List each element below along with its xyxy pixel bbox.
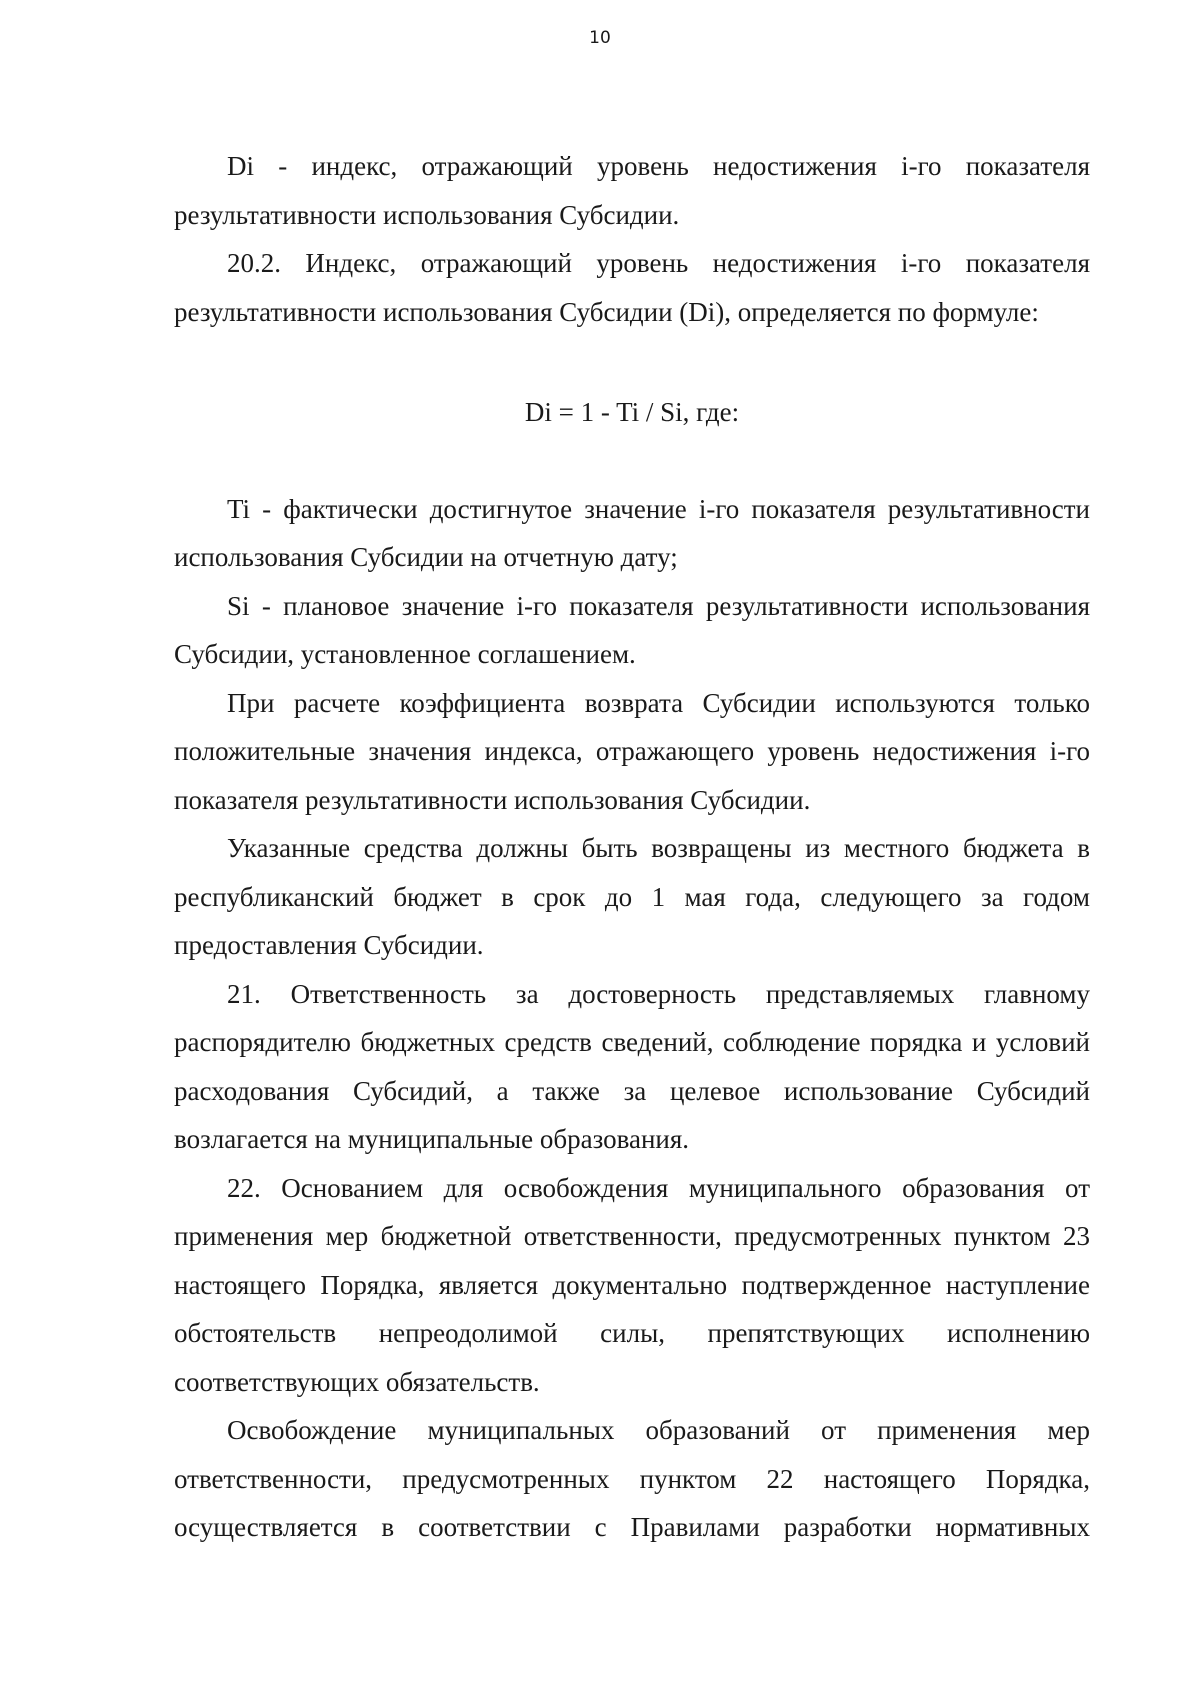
paragraph-exemption: Освобождение муниципальных образований от применения мер ответственности, предусмотренных пунктом 22 настоящего Порядка, осуществляется в соответствии с Правилами разработки нормативных bbox=[174, 1415, 1090, 1542]
paragraph-si-definition: Si - плановое значение i-го показателя результативности использования Субсидии, установленное соглашением. bbox=[174, 590, 1090, 669]
page-number: 10 bbox=[589, 28, 611, 48]
document-body bbox=[174, 142, 1090, 1552]
formula: Di = 1 - Ti / Si, где: bbox=[524, 397, 740, 427]
paragraph-refund-deadline: Указанные средства должны быть возвращены из местного бюджета в республиканский бюджет в срок до 1 мая года, следующего за годом предоставления Субсидии. bbox=[174, 833, 1090, 960]
paragraph-21: 21. Ответственность за достоверность представляемых главному распорядителю бюджетных средств сведений, соблюдение порядка и условий расходования Субсидий, а также за целевое использование Субсидий возлагается на муниципальные образования. bbox=[174, 978, 1090, 1154]
paragraph-di-definition: Di - индекс, отражающий уровень недостижения i-го показателя результативности использования Субсидии. bbox=[174, 151, 1090, 230]
paragraph-coefficient-note: При расчете коэффициента возврата Субсидии используются только положительные значения индекса, отражающего уровень недостижения i-го показателя результативности использования Субсидии. bbox=[174, 687, 1090, 815]
paragraph-ti-definition: Ti - фактически достигнутое значение i-го показателя результативности использования Субсидии на отчетную дату; bbox=[174, 493, 1090, 572]
paragraph-20-2: 20.2. Индекс, отражающий уровень недостижения i-го показателя результативности использования Субсидии (Di), определяется по формуле: bbox=[174, 248, 1090, 327]
paragraph-22: 22. Основанием для освобождения муниципального образования от применения мер бюджетной ответственности, предусмотренных пунктом 23 настоящего Порядка, является документально подтвержденное наступление обстоятельств непреодолимой силы, препятствующих исполнению соответствующих обязательств. bbox=[174, 1172, 1090, 1397]
